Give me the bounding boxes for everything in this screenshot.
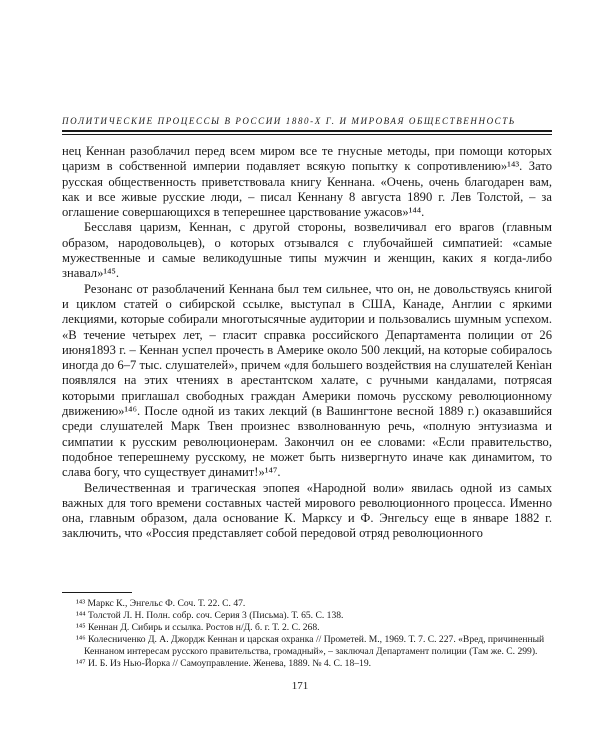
page-number: 171 [291, 680, 309, 692]
running-head: ПОЛИТИЧЕСКИЕ ПРОЦЕССЫ В РОССИИ 1880-Х Г. И МИРОВАЯ ОБЩЕСТВЕННОСТЬ [62, 116, 516, 126]
header-rule-thin [62, 134, 552, 135]
footnote: ¹⁴⁴ Толстой Л. Н. Полн. собр. соч. Серия 3 (Письма). Т. 65. С. 138. [76, 610, 344, 621]
body-text [62, 144, 552, 542]
footnotes [62, 598, 552, 670]
footnote: ¹⁴⁷ И. Б. Из Нью-Йорка // Самоуправление. Женева, 1889. № 4. С. 18–19. [76, 658, 372, 669]
paragraph: Величественная и трагическая эпопея «Народной воли» явилась одной из самых важных для того времени составных частей мирового революционного процесса. Именно она, главным образом, дала основание К. Марксу и Ф. Энгельсу еще в январе 1882 г. заключить, что «Россия представляет собой передовой отряд революционного [62, 480, 552, 541]
footnote-rule [62, 592, 132, 593]
footnote: ¹⁴⁵ Кеннан Д. Сибирь и ссылка. Ростов н/Д. б. г. Т. 2. С. 268. [76, 622, 320, 633]
paragraph: нец Кеннан разоблачил перед всем миром все те гнусные методы, при помощи которых царизм в собственной империи подавляет всякую попытку к сопротивлению»¹⁴³. Зато русская общественность приветствовала книгу Кеннана. «Очень, очень благодарен вам, как и все живые русские люди, – писал Кеннану 8 августа 1890 г. Лев Толстой, – за оглашение совершающихся в теперешнее царствование ужасов»¹⁴⁴. [62, 144, 552, 220]
paragraph: Резонанс от разоблачений Кеннана был тем сильнее, что он, не довольствуясь книгой и циклом статей о сибирской ссылке, выступал в США, Канаде, Англии с яркими лекциями, которые собирали многотысячные аудитории и пользовались шумным успехом. «В течение четырех лет, – гласит справка российского Департамента полиции от 26 июня1893 г. – Кеннан успел прочесть в Америке около 500 лекций, на которые собиралось иногда до 6–7 тыс. слушателей», причем «для большего воздействия на слушателей Кенìан появлялся на этих чтениях в арестантском халате, с ручными кандалами, потрясая которыми приглашал свободных граждан Америки помочь русскому революционному движению»¹⁴⁶. После одной из таких лекций (в Вашингтоне весной 1889 г.) оказавшийся среди слушателей Марк Твен произнес взволнованную речь, «полную энтузиазма и симпатии к русским революционерам. Закончил он ее словами: «Если правительство, подобное теперешнему русскому, не может быть низвергнуто иначе как динамитом, то слава богу, что существует динамит!»¹⁴⁷. [62, 281, 552, 480]
paragraph: Бесславя царизм, Кеннан, с другой стороны, возвеличивал его врагов (главным образом, народовольцев), о которых отзывался с глубочайшей симпатией: «самые мужественные и самые великодушные типы мужчин и женщин, каких я когда-либо знавал»¹⁴⁵. [62, 220, 552, 281]
header-rule [62, 130, 552, 132]
footnote: ¹⁴⁶ Колесниченко Д. А. Джордж Кеннан и царская охранка // Прометей. М., 1969. Т. 7. С. 227. «Вред, причиненный Кеннаном интересам русского правительства, громадный», – заключал Департамент полиции (Там же. С. 299). [76, 634, 545, 657]
footnote: ¹⁴³ Маркс К., Энгельс Ф. Соч. Т. 22. С. 47. [76, 598, 246, 609]
